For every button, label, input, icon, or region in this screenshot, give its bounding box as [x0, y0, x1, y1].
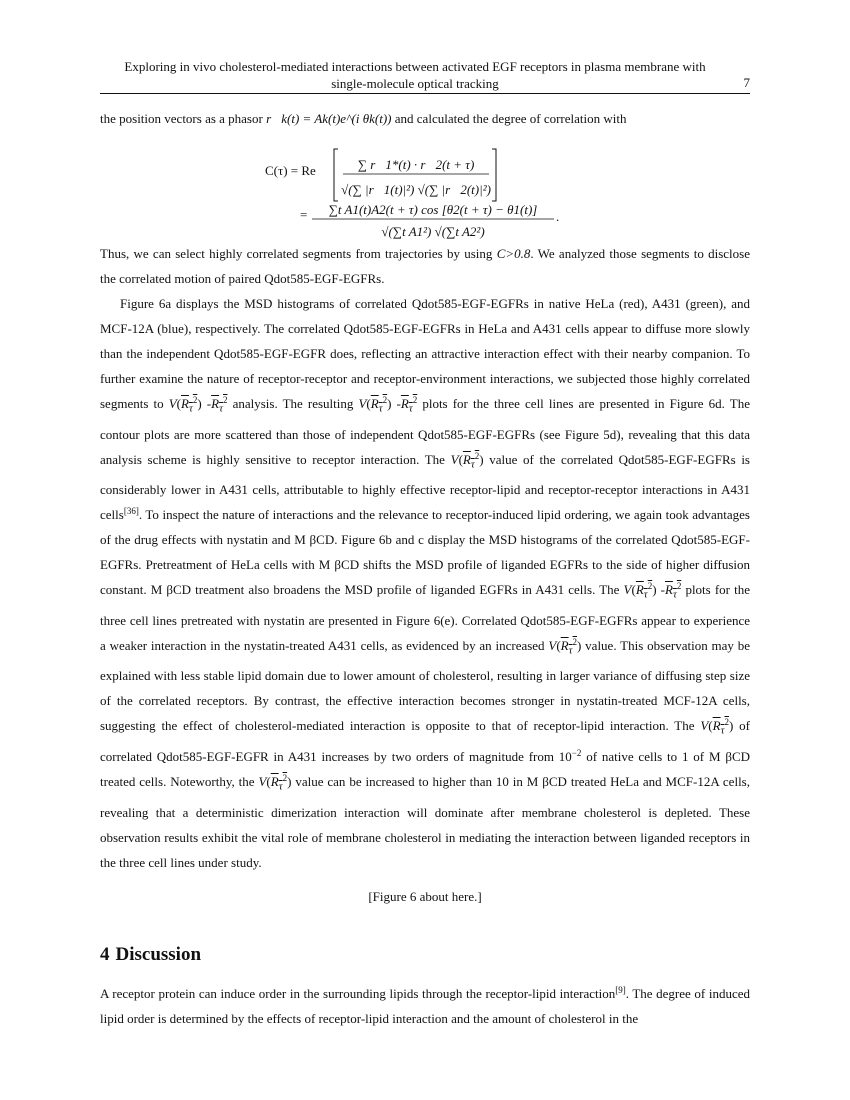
- header-title-line1: Exploring in vivo cholesterol-mediated interactions between activated EGF receptors in plasma membrane with: [124, 59, 706, 74]
- selection-text-1: Thus, we can select highly correlated segments from trajectories by using: [100, 246, 497, 261]
- math-v-4: $V(R_\tau^2)$: [258, 772, 292, 793]
- results-text-8: of correlated Qdot585-EGF-EGFR in A431 increases by two orders of magnitude from: [100, 718, 750, 764]
- eq-denominator-1: √(∑ |r⃗1(t)|²) √(∑ |r⃗2(t)|²): [341, 182, 491, 197]
- phasor-formula: r⃗k(t) = Ak(t)e^(i θk(t)): [266, 111, 392, 126]
- eq-period: .: [556, 209, 560, 224]
- math-v-1: $V(R_\tau^2)$: [450, 450, 484, 471]
- section-heading: [100, 943, 750, 967]
- page-number: 7: [743, 75, 750, 90]
- intro-text: the position vectors as a phasor: [100, 111, 267, 126]
- discussion-text-2: . The degree of induced lipid order is determined by the effects of receptor-lipid interaction and the amount of cholesterol in the: [100, 985, 750, 1026]
- math-v-2: $V(R_\tau^2)$: [548, 636, 582, 657]
- eq-numerator-2: ∑t A1(t)A2(t + τ) cos [θ2(t + τ) − θ1(t)]: [328, 202, 538, 217]
- math-vr-1: $V(R_\tau^2)$ $-R_\tau^2$: [168, 395, 228, 415]
- paper-page: [100, 58, 750, 1031]
- figure-placeholder: [Figure 6 about here.]: [368, 888, 482, 904]
- eq-equals: =: [300, 207, 308, 222]
- results-text-7: value. This observation may be explained with less stable lipid domain due to lower amount of cholesterol, resulting in larger variance of diffusing step size of the correlated receptors. By contrast, the effective interaction becomes stronger in nystatin-treated MCF-12A cells, suggesting the effect of cholesterol-mediated interaction is opposite to that of receptor-lipid interaction. The: [100, 637, 750, 734]
- section-number: 4: [100, 943, 110, 965]
- intro-paragraph: [100, 106, 750, 131]
- math-v-3: $V(R_\tau^2)$: [700, 717, 734, 737]
- eq-lhs: C(τ) = Re: [265, 163, 316, 178]
- results-text-2: analysis. The resulting: [227, 396, 359, 411]
- results-text-6: plots for the three cell lines pretreated with nystatin are presented in Figure 6(e). Correlated Qdot585-EGF-EGFRs appear to experience a weaker interaction in the nystatin-treated A431 cells, as evidenced by an increased: [100, 582, 750, 653]
- results-text-9: of native cells to 1 of M βCD treated cells. Noteworthy, the: [100, 748, 751, 789]
- citation-36: [36]: [123, 506, 139, 517]
- selection-text-2: . We analyzed those segments to disclose the correlated motion of paired Qdot585-EGF-EGFRs.: [100, 246, 750, 286]
- equation-svg: [100, 131, 750, 241]
- running-header: [100, 58, 750, 92]
- eq-left-bracket: [334, 149, 338, 201]
- discussion-text-1: A receptor protein can induce order in the surrounding lipids through the receptor-lipid interaction: [100, 985, 616, 1001]
- selection-paragraph: [100, 241, 750, 291]
- correlation-threshold: C>0.8: [496, 246, 531, 261]
- eq-numerator-1: ∑ r⃗1*(t) · r⃗2(t + τ): [357, 157, 475, 172]
- math-vr-2: $V(R_\tau^2)$ $-R_\tau^2$: [358, 395, 418, 415]
- results-text-1: Figure 6a displays the MSD histograms of correlated Qdot585-EGF-EGFRs in native HeLa (red), A431 (green), and MCF-12A (blue), respectively. The correlated Qdot585-EGF-EGFRs in HeLa and A431 cells appear to diffuse more slowly than the independent Qdot585-EGF-EGFR does, reflecting an attractive interaction effect with their nearby companion. To further examine the nature of receptor-receptor and receptor-environment interactions, we subjected those highly correlated segments to: [100, 296, 750, 411]
- results-text-4: value of the correlated Qdot585-EGF-EGFRs is considerably lower in A431 cells, attributable to highly effective receptor-lipid and receptor-receptor interactions in A431 cells: [100, 451, 750, 523]
- section-title: Discussion: [115, 943, 202, 965]
- intro-text-end: and calculated the degree of correlation with: [391, 111, 627, 126]
- exponent-value: $10^{-2}$: [558, 747, 582, 764]
- header-title-line2: single-molecule optical tracking: [331, 76, 499, 91]
- citation-9: [9]: [615, 984, 626, 995]
- math-vr-3: $V(R_\tau^2)$ $-R_\tau^2$: [623, 581, 682, 601]
- results-text-3: plots for the three cell lines are presented in Figure 6d. The contour plots are more scattered than those of independent Qdot585-EGF-EGFRs (see Figure 5d), revealing that this data analysis scheme is highly sensitive to receptor interaction. The: [100, 396, 750, 467]
- eq-right-bracket: [492, 149, 496, 201]
- header-rule: [100, 93, 750, 94]
- results-text-10: value can be increased to higher than 10 in M βCD treated HeLa and MCF-12A cells, revealing that a deterministic dimerization interaction will dominate after membrane cholesterol is depleted. These observation results exhibit the vital role of membrane cholesterol in mediating the interaction between liganded receptors in the three cell lines under study.: [100, 773, 750, 870]
- eq-denominator-2: √(∑t A1²) √(∑t A2²): [381, 224, 485, 239]
- results-text-5: . To inspect the nature of interactions and the relevance to receptor-induced lipid ordering, we again took advantages of the drug effects with nystatin and M βCD. Figure 6b and c display the MSD histograms of the correlated Qdot585-EGF-EGFRs. Pretreatment of HeLa cells with M βCD shifts the MSD profile of liganded EGFRs to the side of higher diffusion constant. M βCD treatment also broadens the MSD profile of liganded EGFRs in A431 cells. The: [100, 507, 750, 598]
- correlation-equation: [100, 131, 750, 241]
- results-paragraph: [100, 291, 750, 875]
- discussion-paragraph: [100, 981, 750, 1031]
